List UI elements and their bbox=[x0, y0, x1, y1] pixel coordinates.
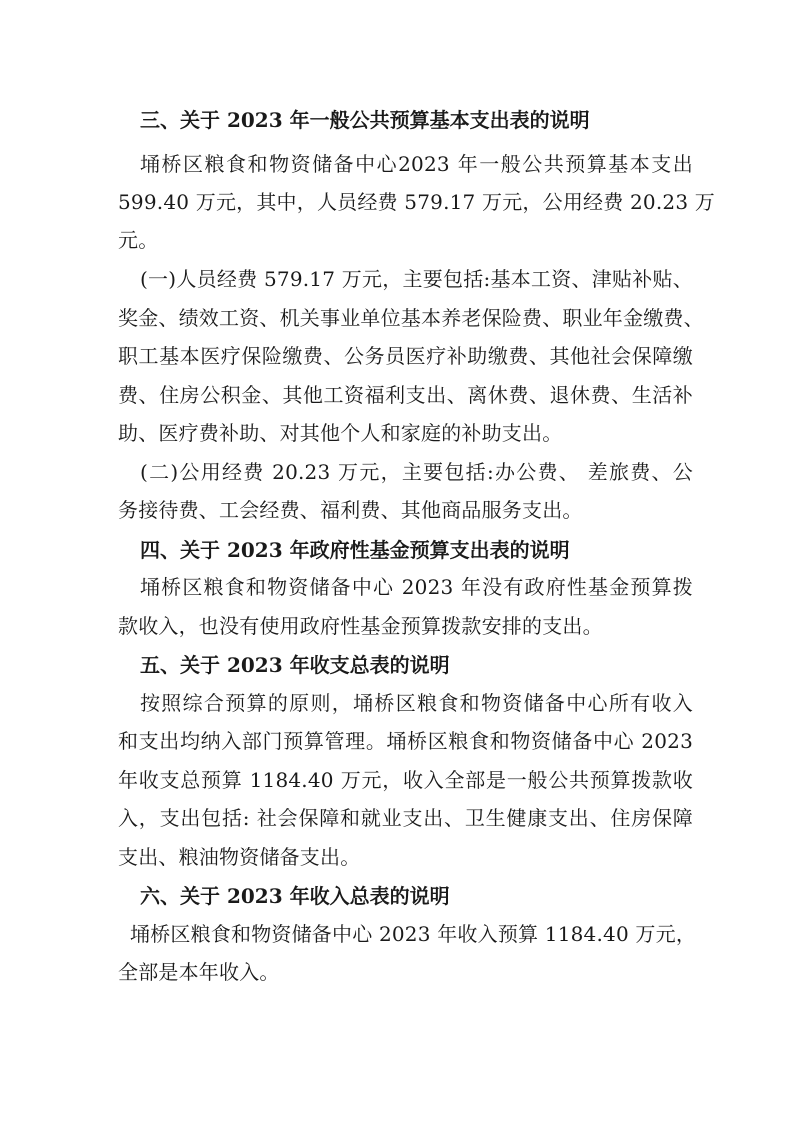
section-5-line: 按照综合预算的原则，埇桥区粮食和物资储备中心所有收入 bbox=[140, 691, 693, 715]
section-3-sub1-line: 费、住房公积金、其他工资福利支出、离休费、退休费、生活补 bbox=[118, 383, 693, 407]
section-5-heading: 五、关于 2023 年收支总表的说明 bbox=[140, 653, 450, 677]
section-5-line: 年收支总预算 1184.40 万元，收入全部是一般公共预算拨款收 bbox=[118, 768, 693, 792]
section-3-sub1-line: 职工基本医疗保险缴费、公务员医疗补助缴费、其他社会保障缴 bbox=[118, 344, 693, 368]
section-3-heading: 三、关于 2023 年一般公共预算基本支出表的说明 bbox=[140, 108, 590, 132]
section-6-heading: 六、关于 2023 年收入总表的说明 bbox=[140, 884, 450, 908]
section-3-sub2-line: 务接待费、工会经费、福利费、其他商品服务支出。 bbox=[118, 498, 583, 522]
section-5-line: 入，支出包括: 社会保障和就业支出、卫生健康支出、住房保障 bbox=[118, 806, 693, 830]
section-4-heading: 四、关于 2023 年政府性基金预算支出表的说明 bbox=[140, 538, 570, 562]
section-4-line: 埇桥区粮食和物资储备中心 2023 年没有政府性基金预算拨 bbox=[140, 575, 693, 599]
section-5-line: 和支出均纳入部门预算管理。埇桥区粮食和物资储备中心 2023 bbox=[118, 729, 693, 753]
section-3-line: 元。 bbox=[118, 228, 159, 252]
section-3-line: 599.40 万元，其中，人员经费 579.17 万元，公用经费 20.23 万 bbox=[118, 190, 716, 214]
section-3-line: 埇桥区粮食和物资储备中心2023 年一般公共预算基本支出 bbox=[140, 152, 693, 176]
section-5-line: 支出、粮油物资储备支出。 bbox=[118, 845, 361, 869]
section-6-line: 埇桥区粮食和物资储备中心 2023 年收入预算 1184.40 万元， bbox=[130, 922, 697, 946]
section-3-sub1-line: (一)人员经费 579.17 万元，主要包括:基本工资、津贴补贴、 bbox=[140, 267, 693, 291]
section-3-sub2-line: (二)公用经费 20.23 万元，主要包括:办公费、 差旅费、公 bbox=[140, 460, 693, 484]
section-3-sub1-line: 奖金、绩效工资、机关事业单位基本养老保险费、职业年金缴费、 bbox=[118, 306, 704, 330]
section-3-sub1-line: 助、医疗费补助、对其他个人和家庭的补助支出。 bbox=[118, 421, 563, 445]
section-4-line: 款收入，也没有使用政府性基金预算拨款安排的支出。 bbox=[118, 614, 603, 638]
section-6-line: 全部是本年收入。 bbox=[118, 960, 280, 984]
